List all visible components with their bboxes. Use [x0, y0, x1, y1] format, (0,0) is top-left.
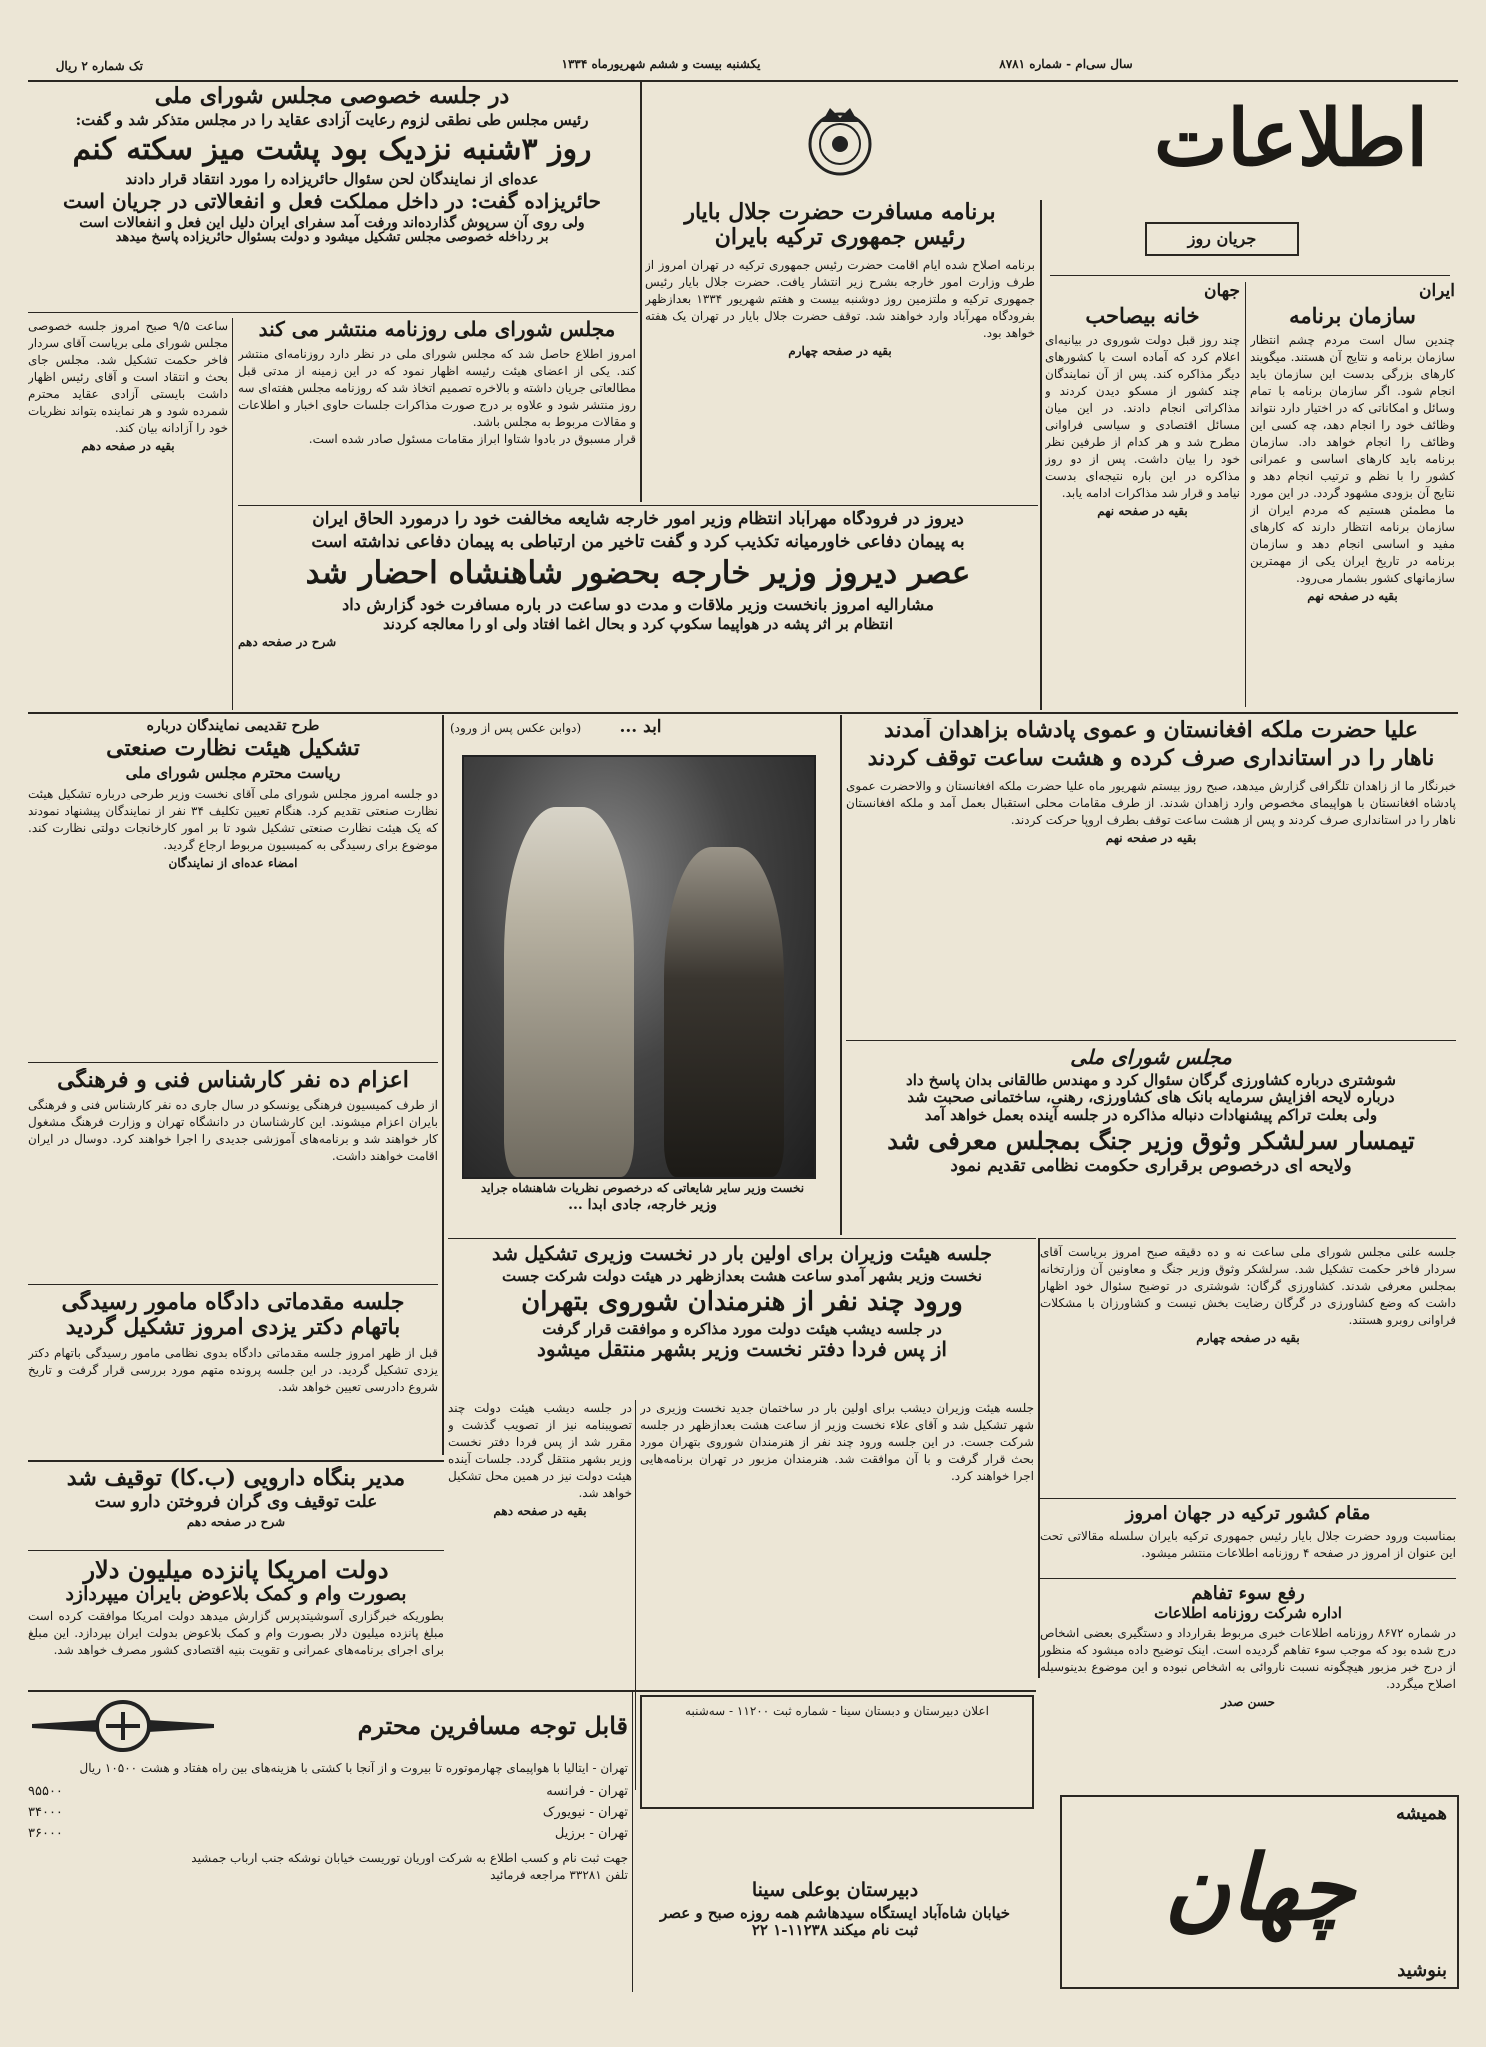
foreign-story	[238, 510, 1038, 710]
culture-text: از طرف کمیسیون فرهنگی یونسکو در سال جاری ده نفر کارشناس فنی و فرهنگی بایران اعزام میشوند. این کارشناسان در دانشگاه تهران و وزارت فرهنگ مشغول کار خواهند شد و برنامه‌های آموزشی جدیدی را اجرا خواهند کرد. دوسال در ایران اقامت خواهند داشت.	[28, 1098, 438, 1164]
press-text: امروز اطلاع حاصل شد که مجلس شورای ملی در نظر دارد روزنامه‌ای منتشر کند. یکی از اعضای هیئت رئیسه اظهار نمود که در این زمینه از مدتی قبل مطالعاتی جریان داشته و بالاخره تصمیم اتخاذ شد که روزنامه مجلس هفته‌ای سه روز منتشر شود و علاوه بر درج صورت مذاکرات جلسات حاوی اخبار و اطلاعات و مقالات مربوط به مجلس باشد.	[238, 347, 636, 429]
travel-row-price: ۳۶۰۰۰	[28, 1826, 63, 1841]
afghan-title: علیا حضرت ملکه افغانستان و عموی پادشاه بزاهدان آمدند	[883, 718, 1418, 743]
industry-kicker: طرح تقدیمی نمایندگان درباره	[146, 718, 320, 734]
date-line: یکشنبه بیست و ششم شهریورماه ۱۳۳۴	[561, 57, 761, 71]
court-subtitle: باتهام دکتر یزدی امروز تشکیل گردید	[65, 1314, 401, 1341]
jahan-tagline: همیشه	[1395, 1803, 1447, 1824]
sidebar-box-text: جریان روز	[1187, 229, 1257, 248]
issue-line: سال سی‌ام - شماره ۸۷۸۱	[999, 57, 1133, 71]
cabinet-kicker: جلسه هیئت وزیران برای اولین بار در نخست وزیری تشکیل شد	[492, 1244, 992, 1265]
correction-subtitle: اداره شرکت روزنامه اطلاعات	[1154, 1603, 1342, 1622]
airplane-logo-icon	[28, 1696, 218, 1756]
divider-cabinet-2	[635, 1400, 636, 1790]
correction-sign: حسن صدر	[1221, 1694, 1275, 1709]
parliament-line2: درباره لایحه افزایش سرمایه بانک های کشاورزی، رهنی، ساختمانی صحبت شد	[907, 1088, 1395, 1107]
travel-phone: تلفن ۳۳۲۸۱ مراجعه فرمائید	[490, 1868, 628, 1882]
foreign-line2: به پیمان دفاعی خاورمیانه تکذیب کرد و گفت تاخیر من ارتباطی به پیمان دفاعی نداشته است	[311, 531, 965, 552]
photo-figure-right	[664, 847, 784, 1177]
cabinet-more: بقیه در صفحه دهم	[493, 1504, 587, 1518]
masthead-emblem	[800, 100, 880, 180]
drug-rule	[28, 1460, 444, 1462]
press-rule	[238, 505, 1038, 506]
divider-sidebar	[1040, 200, 1042, 710]
divider-left	[442, 715, 444, 1455]
travel-route: تهران - ایتالیا با هواپیمای چهارموتوره تا بیروت و از آنجا با کشتی با هزینه‌های بین راه هفتاد و هشت ۱۰۵۰۰ ریال	[79, 1761, 628, 1775]
majlis-title: در جلسه خصوصی مجلس شورای ملی	[154, 84, 510, 109]
turkey-story	[1040, 1504, 1456, 1574]
jahan-brand: چهان	[1164, 1835, 1355, 1941]
parliament-line1: شوشتری درباره کشاورزی گرگان سئوال کرد و مهندس طالقانی بدان پاسخ داد	[906, 1071, 1396, 1089]
mid-rule	[28, 712, 1458, 714]
majlis-headline: روز ۳شنبه نزدیک بود پشت میز سکته کنم	[72, 131, 592, 167]
travel-row-route: تهران - نیویورک	[542, 1805, 628, 1820]
travel-title: قابل توجه مسافرین محترم	[357, 1711, 628, 1741]
usaid-subtitle: بصورت وام و کمک بلاعوض بایران میپردازد	[65, 1582, 407, 1605]
turkey-title: مقام کشور ترکیه در جهان امروز	[1125, 1504, 1371, 1524]
afghan-subtitle: ناهار را در استانداری صرف کرده و هشت ساعت توقف کردند	[867, 745, 1435, 772]
industry-sub: ریاست محترم مجلس شورای ملی	[125, 764, 341, 783]
travel-row	[28, 1823, 628, 1844]
afghan-story	[846, 718, 1456, 1038]
parliament-body	[1040, 1244, 1456, 1494]
iran-more: بقیه در صفحه نهم	[1307, 588, 1398, 603]
industry-more: امضاء عده‌ای از نمایندگان	[168, 855, 298, 870]
cabinet-text-2: در جلسه دیشب هیئت دولت چند تصویبنامه نیز از تصویب گذشت و مقرر شد از پس فردا دفتر نخست وزیر بشهر منتقل گردد. جلسات آینده هیئت دولت نیز در همین محل تشکیل خواهد شد.	[448, 1401, 632, 1500]
masthead-title: اطلاعات	[1153, 93, 1429, 184]
school-notice: اعلان دبیرستان و دبستان سینا - شماره ثبت ۱۱۲۰۰ - سه‌شنبه	[685, 1704, 989, 1718]
divider-bottom	[632, 1692, 633, 1992]
divider-lead	[640, 82, 642, 502]
correction-title: رفع سوء تفاهم	[1191, 1584, 1305, 1604]
cabinet-rule-top	[448, 1238, 1036, 1239]
travel-table	[28, 1781, 628, 1844]
news-photo	[462, 755, 816, 1179]
divider-photo	[840, 715, 842, 1235]
parliament-label: مجلس شورای ملی	[1070, 1046, 1232, 1069]
industry-story	[28, 718, 438, 1058]
majlis-rule	[28, 312, 638, 313]
foreign-line1: دیروز در فرودگاه مهرآباد انتظام وزیر امور خارجه شایعه مخالفت خود را درمورد الحاق ایران	[312, 510, 964, 529]
photo-figure-left	[504, 807, 634, 1177]
lead-subtitle: رئیس جمهوری ترکیه بایران	[714, 224, 966, 251]
cabinet-line3: از پس فردا دفتر نخست وزیر بشهر منتقل میشود	[537, 1337, 947, 1362]
travel-row-price: ۳۴۰۰۰	[28, 1805, 63, 1820]
turkey-text: بمناسبت ورود حضرت جلال بایار رئیس جمهوری ترکیه بایران سلسله مقالاتی تحت این عنوان از امروز در صفحه ۴ روزنامه اطلاعات منتشر میشود.	[1040, 1528, 1456, 1560]
photo-caption-1: نخست وزیر سایر شایعاتی که درخصوص نظریات شاهنشاه جراید	[480, 1181, 805, 1195]
cabinet-headline: ورود چند نفر از هنرمندان شوروی بتهران	[521, 1287, 963, 1318]
majlis-story	[28, 84, 636, 309]
photo-credit: (دوابن عکس پس از ورود)	[450, 721, 582, 735]
court-title: جلسه مقدماتی دادگاه مامور رسیدگی	[61, 1290, 405, 1315]
jahan-tagline-2: بنوشید	[1397, 1960, 1447, 1981]
photo-caption	[450, 1180, 835, 1230]
price-line: تک شماره ۲ ریال	[55, 59, 143, 73]
cabinet-line1: نخست وزیر بشهر آمدو ساعت هشت بعدازظهر در هیئت دولت شرکت جست	[501, 1266, 982, 1285]
foreign-line3: مشارالیه امروز بانخست وزیر ملاقات و مدت دو ساعت در باره مسافرت خود گزارش داد	[342, 594, 934, 614]
travel-footer: جهت ثبت نام و کسب اطلاع به شرکت اوریان توریست خیابان نوشکه جنب ارباب جمشید	[191, 1851, 628, 1865]
travel-row-route: تهران - برزیل	[554, 1826, 628, 1841]
school-register: ثبت نام میکند ۱۱۲۳۸-۱ ۲۲	[751, 1921, 919, 1940]
travel-ad	[28, 1696, 628, 1986]
majlis-sub1: عده‌ای از نمایندگان لحن سئوال حائریزاده را مورد انتقاد قرار دادند	[125, 170, 539, 189]
majlis-sub2: حائریزاده گفت: در داخل مملکت فعل و انفعالاتی در جریان است	[63, 189, 601, 214]
sidebar-rule	[1050, 275, 1450, 276]
majlis-sub4: بر رداخله خصوصی مجلس تشکیل میشود و دولت بسئوال حائریزاده پاسخ میدهد	[115, 230, 549, 246]
cabinet-body-2	[448, 1400, 632, 1670]
afghan-text: خبرنگار ما از زاهدان تلگرافی گزارش میدهد، صبح روز بیستم شهریور ماه علیا حضرت ملکه افغانستان و والاحضرت عموی پادشاه افغانستان با هواپیمای مخصوص وارد زاهدان شدند. از طرف مقامات محلی استقبال بعمل آمد و ملکه افغانستان ناهار را در استانداری صرف کردند و پس از هشت ساعت توقف بطرف اروپا حرکت کردند.	[846, 778, 1456, 827]
parliament-story	[846, 1046, 1456, 1236]
sidebar-iran	[1250, 282, 1455, 712]
press-text2: قرار مسبوق در بادوا شتاوا ابراز مقامات مسئول صادر شده است.	[308, 432, 636, 446]
afghan-rule	[846, 1040, 1456, 1041]
correction-story	[1040, 1584, 1456, 1784]
sidebar-world	[1045, 282, 1240, 712]
sidebar-split	[1245, 282, 1246, 707]
foreign-headline: عصر دیروز وزیر خارجه بحضور شاهنشاه احضار شد	[305, 555, 971, 592]
culture-title: اعزام ده نفر کارشناس فنی و فرهنگی	[57, 1068, 409, 1093]
press-story	[238, 318, 636, 503]
drug-subtitle: علت توقیف وی گران فروختن دارو ست	[94, 1492, 378, 1513]
drug-story	[28, 1466, 444, 1546]
cabinet-text: جلسه هیئت وزیران دیشب برای اولین بار در ساختمان جدید نخست وزیری در شهر تشکیل شد و آقای علاء نخست وزیر از ساعت هشت بعدازظهر در جلسه شرکت جست. در این جلسه ورود چند نفر از هنرمندان شوروی بتهران مورد بحث قرار گرفت و با آن موافقت شد. هنرمندان مزبور در تهران برنامه‌هایی اجرا خواهند کرد.	[640, 1401, 1034, 1483]
correction-rule	[1040, 1578, 1456, 1579]
majlis-body	[28, 318, 228, 710]
foreign-line4: انتظام بر اثر پشه در هواپیما سکوپ کرد و بحال اغما افتاد ولی او را معالجه کردند	[382, 615, 894, 634]
travel-row-route: تهران - فرانسه	[546, 1784, 628, 1799]
iran-text: چندین سال است مردم چشم انتظار سازمان برنامه و نتایج آن هستند. میگویند کارهای بزرگی بدست این سازمان باید انجام شود. اگر سازمان برنامه با تمام وسائل و امکاناتی که در اختیار دارد نتواند وظائف خود را انجام دهد، چه کسی این وظائف را انجام خواهد داد. سازمان برنامه باید کارهای اساسی و عمرانی کشور را با نظم و ترتیب انجام دهد و نتایج آن بزودی مشهود گردد. در این مورد ما مطمئن هستیم که مردم ایران از سازمان برنامه انتظار دارند که کارهای مفید و اساسی انجام دهد و سازمان برنامه در تاریخ ایران یکی از مهمترین سازمانهای کشور بشمار می‌رود.	[1250, 332, 1455, 585]
industry-text: دو جلسه امروز مجلس شورای ملی آقای نخست وزیر طرحی درباره تشکیل هیئت نظارت صنعتی تقدیم کرد. هنگام تعیین تکلیف ۳۴ نفر از نمایندگان پیشنهاد نمودند که یک هیئت نظارت صنعتی تشکیل شود تا بر امور کارخانجات دولتی نظارت کند. موضوع برای رسیدگی به کمیسیون مربوط ارجاع گردید.	[28, 786, 438, 852]
press-title: مجلس شورای ملی روزنامه منتشر می کند	[258, 318, 616, 341]
drug-title: مدیر بنگاه دارویی (ب.کا) توقیف شد	[66, 1466, 406, 1491]
lead-story	[645, 200, 1035, 505]
school-ad	[640, 1880, 1030, 1990]
parliament-more: بقیه در صفحه چهارم	[1196, 1331, 1300, 1345]
foreign-more: شرح در صفحه دهم	[238, 635, 337, 650]
majlis-more: بقیه در صفحه دهم	[81, 439, 175, 453]
parliament-text: جلسه علنی مجلس شورای ملی ساعت نه و ده دقیقه صبح امروز بریاست آقای سردار فاخر حکمت تشکیل شد. سرلشکر وثوق وزیر جنگ و معاونین آن وزارتخانه بمجلس معرفی شدند. کشاورزی گرگان: شوشتری در توضیح سئوال خود اظهار داشت که وضع کشاورزی در گرگان رضایت بخش نیست و کشاورزان با مشکلات فراوانی روبرو هستند.	[1040, 1245, 1456, 1327]
school-address: خیابان شاه‌آباد ایستگاه سیدهاشم همه روزه صبح و عصر	[659, 1903, 1011, 1922]
parliament-line3: ولی بعلت تراکم پیشنهادات دنباله مذاکره در جلسه آینده بعمل خواهد آمد	[924, 1105, 1378, 1124]
parliament-headline: تیمسار سرلشکر وثوق وزیر جنگ بمجلس معرفی شد	[887, 1125, 1415, 1155]
iran-title: سازمان برنامه	[1289, 302, 1416, 328]
school-notice-box	[640, 1695, 1034, 1809]
majlis-text: ساعت ۹/۵ صبح امروز جلسه خصوصی مجلس شورای ملی بریاست آقای سردار فاخر حکمت تشکیل شد. مجلس جای بحث و انتقاد است و آقای رئیس اظهار داشت بایستی آزادی عقاید محترم شمرده شود و هر نماینده بتواند نظریات خود را آزادانه بیان کند.	[28, 319, 228, 435]
world-more: بقیه در صفحه نهم	[1097, 503, 1188, 518]
majlis-kicker: رئیس مجلس طی نطقی لزوم رعایت آزادی عقاید را در مجلس متذکر شد و گفت:	[75, 111, 589, 130]
cabinet-body	[640, 1400, 1034, 1670]
usaid-title: دولت امریکا پانزده میلیون دلار	[83, 1556, 389, 1584]
lead-title: برنامه مسافرت حضرت جلال بایار	[684, 200, 996, 225]
lead-more: بقیه در صفحه چهارم	[788, 343, 892, 358]
correction-text: در شماره ۸۶۷۲ روزنامه اطلاعات خبری مربوط بقرارداد و دستگیری بعضی اشخاص درج شده بود که موجب سوء تفاهم گردیده است. اینک توضیح داده میشود که منظور از درج خبر مزبور هیچگونه نسبت ناروائی به اشخاص نبوده و این موضوع بدینوسیله اصلاح میگردد.	[1040, 1625, 1456, 1691]
photo-caption-title: ابد ...	[619, 718, 662, 737]
cabinet-line2: در جلسه دیشب هیئت دولت مورد مذاکره و موافقت قرار گرفت	[542, 1319, 942, 1338]
parliament-line4: ولایحه ای درخصوص برقراری حکومت نظامی تقدیم نمود	[950, 1156, 1352, 1177]
court-text: قبل از ظهر امروز جلسه مقدماتی دادگاه بدوی نظامی مامور رسیدگی باتهام دکتر یزدی تشکیل گردید. در این جلسه پرونده متهم مورد بررسی قرار گرفت و تاریخ شروع دادرسی تعیین خواهد شد.	[28, 1345, 438, 1394]
usaid-rule	[28, 1550, 444, 1551]
parliament-rule	[1040, 1238, 1456, 1239]
top-rule	[28, 80, 1458, 82]
usaid-text: بطوریکه خبرگزاری آسوشیتدپرس گزارش میدهد دولت امریکا موافقت کرده است مبلغ پانزده میلیون دلار بصورت وام و کمک بلاعوض بدولت ایران بپردازد. این مبلغ برای اجرای برنامه‌های عمرانی و تقویت بنیه اقتصادی کشور مصرف خواهد شد.	[28, 1609, 444, 1658]
turkey-rule	[1040, 1498, 1456, 1499]
travel-row	[28, 1802, 628, 1823]
majlis-sub3: ولی روی آن سرپوش گذارده‌اند ورفت آمد سفرای ایران دلیل این فعل و انفعالات است	[79, 215, 585, 232]
crown-emblem-icon	[800, 100, 880, 180]
industry-rule	[28, 1062, 438, 1063]
world-label: جهان	[1203, 282, 1240, 301]
culture-story	[28, 1068, 438, 1283]
afghan-more: بقیه در صفحه نهم	[1105, 830, 1197, 845]
bottom-rule	[28, 1690, 1036, 1692]
usaid-story	[28, 1556, 444, 1686]
cabinet-story	[448, 1244, 1036, 1394]
sidebar-box-label	[1145, 222, 1299, 256]
travel-row-price: ۹۵۵۰۰	[28, 1784, 63, 1799]
world-title: خانه بیصاحب	[1085, 302, 1200, 328]
school-title: دبیرستان بوعلی سینا	[751, 1880, 919, 1901]
photo-caption-2: وزیر خارجه، جادی ابدا ...	[568, 1197, 717, 1213]
travel-row	[28, 1781, 628, 1802]
drug-more: شرح در صفحه دهم	[186, 1514, 286, 1529]
world-text: چند روز قبل دولت شوروی در بیانیه‌ای اعلام کرد که آماده است با کشورهای دیگر مذاکره کند. پس از آن نمایندگان چند کشور از مسکو دیدن کردند و مذاکراتی انجام دادند. در این میان مسائل اقتصادی و سیاسی فراوانی مطرح شد و هر کدام از طرفین نظر خود را بیان داشت. پس از دو روز مذاکره در این باره نتیجه‌ای بدست نیامد و قرار شد مذاکرات ادامه یابد.	[1045, 332, 1240, 500]
iran-label: ایران	[1418, 282, 1455, 301]
majlis-split	[232, 318, 233, 710]
culture-rule	[28, 1284, 438, 1285]
industry-title: تشکیل هیئت نظارت صنعتی	[106, 735, 360, 762]
jahan-ad	[1060, 1795, 1459, 1989]
court-story	[28, 1290, 438, 1455]
lead-text: برنامه اصلاح شده ایام اقامت حضرت رئیس جمهوری ترکیه در تهران امروز از طرف وزارت امور خارجه بشرح زیر انتشار یافت. حضرت جلال بایار رئیس جمهوری ترکیه و ملتزمین روز دوشنبه بیست و هفتم شهریور ۱۳۳۴ بعدازظهر بفرودگاه مهرآباد وارد خواهند شد. توقف حضرت جلال بایار در تهران یک هفته خواهد بود.	[645, 257, 1035, 340]
